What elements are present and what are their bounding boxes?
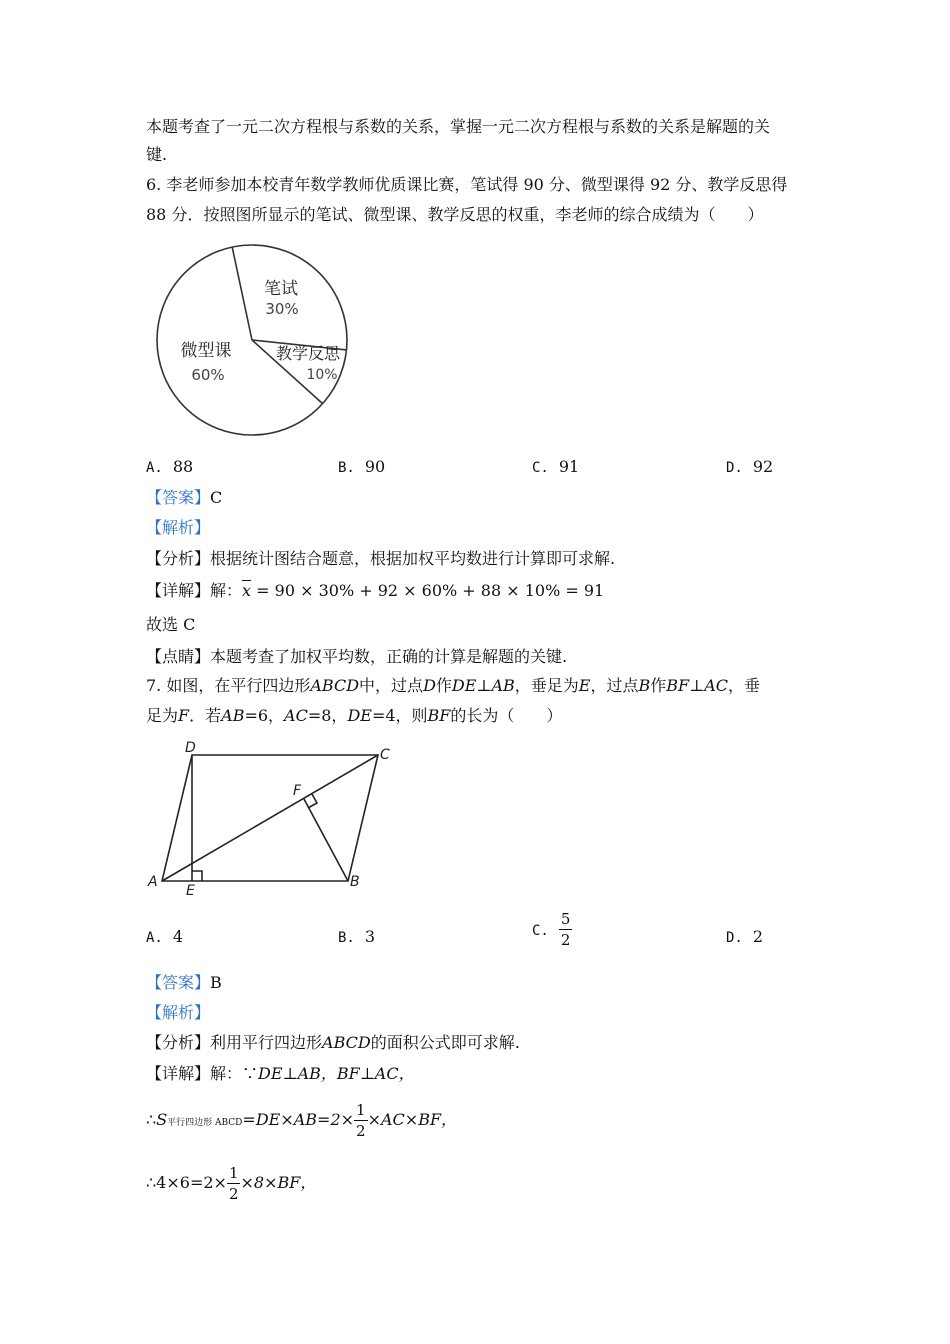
q6-stem-line-1: 6. 李老师参加本校青年数学教师优质课比赛，笔试得 90 分、微型课得 92 分、教学反思得: [146, 175, 788, 194]
q6-analysis-tag: 【解析】: [146, 518, 211, 537]
pie-label-weixingke: 微型课: [180, 341, 232, 361]
intro-line-2: 键.: [146, 145, 168, 164]
pie-value-weixingke: 60%: [191, 366, 225, 384]
q7-step-2: ∴4×6=2× $\frac{1}{2}$ ×8×BF，: [146, 1163, 317, 1203]
fraction-five-halves: $\frac{5}{2}$: [560, 910, 571, 949]
q7-detail: 【详解】解：∵DE⊥AB，BF⊥AC，: [146, 1064, 415, 1083]
q6-fenxi: 【分析】根据统计图结合题意，根据加权平均数进行计算即可求解.: [146, 549, 616, 568]
pie-value-bishi: 30%: [265, 300, 299, 318]
label-f: F: [293, 783, 302, 799]
q6-option-a: A. 88: [146, 457, 194, 476]
fraction-one-half: $\frac{1}{2}$: [356, 1100, 366, 1140]
q6-option-b: B. 90: [338, 457, 386, 476]
pie-value-jiaoxuefansi: 10%: [306, 367, 338, 383]
fraction-one-half-2: $\frac{1}{2}$: [228, 1163, 239, 1203]
q7-stem-line-2: 足为F．若AB=6，AC=8，DE=4，则BF的长为（ ）: [146, 706, 563, 725]
q6-option-c: C. 91: [532, 457, 580, 476]
pie-label-jiaoxuefansi: 教学反思: [275, 344, 341, 363]
q7-option-d: D. 2: [726, 927, 764, 946]
label-a: A: [148, 874, 158, 890]
q6-stem-line-2: 88 分．按照图所显示的笔试、微型课、教学反思的权重，李老师的综合成绩为（ ）: [146, 205, 764, 224]
pie-chart: [150, 220, 355, 440]
segment-bf: [304, 799, 348, 881]
label-c: C: [380, 747, 390, 763]
right-angle-e: [192, 871, 202, 881]
intro-line-1: 本题考查了一元二次方程根与系数的关系，掌握一元二次方程根与系数的关系是解题的关: [146, 117, 771, 136]
q6-option-d: D. 92: [726, 457, 774, 476]
q7-analysis-tag: 【解析】: [146, 1003, 211, 1022]
q6-conclusion: 故选 C: [146, 615, 196, 634]
pie-label-bishi: 笔试: [264, 279, 298, 299]
label-d: D: [185, 740, 196, 756]
label-e: E: [186, 883, 195, 899]
pie-slices: [157, 245, 347, 435]
label-b: B: [350, 874, 360, 890]
q7-option-a: A. 4: [146, 927, 184, 946]
diagonal-ac: [162, 755, 378, 881]
q7-fenxi: 【分析】利用平行四边形ABCD的面积公式即可求解.: [146, 1033, 520, 1052]
q7-answer: 【答案】B: [146, 973, 222, 992]
q7-option-c: C. $\frac{5}{2}$: [532, 910, 571, 949]
q7-step-1: ∴S平行四边形 ABCD=DE×AB=2× $\frac{1}{2}$ ×AC×BF，: [146, 1100, 458, 1140]
q6-dianjing: 【点睛】本题考查了加权平均数，正确的计算是解题的关键.: [146, 647, 568, 666]
q6-detail: 【详解】解：$\overline{x} = 90 \times 30\% + 92 \times 60\% + 88 \times 10\% = 91$: [146, 581, 605, 600]
q7-option-b: B. 3: [338, 927, 376, 946]
right-angle-f: [308, 794, 317, 808]
q6-answer: 【答案】C: [146, 488, 223, 507]
parallelogram-figure: [140, 735, 400, 905]
q7-stem-line-1: 7. 如图，在平行四边形ABCD中，过点D作DE⊥AB，垂足为E，过点B作BF⊥AC，垂: [146, 676, 760, 695]
